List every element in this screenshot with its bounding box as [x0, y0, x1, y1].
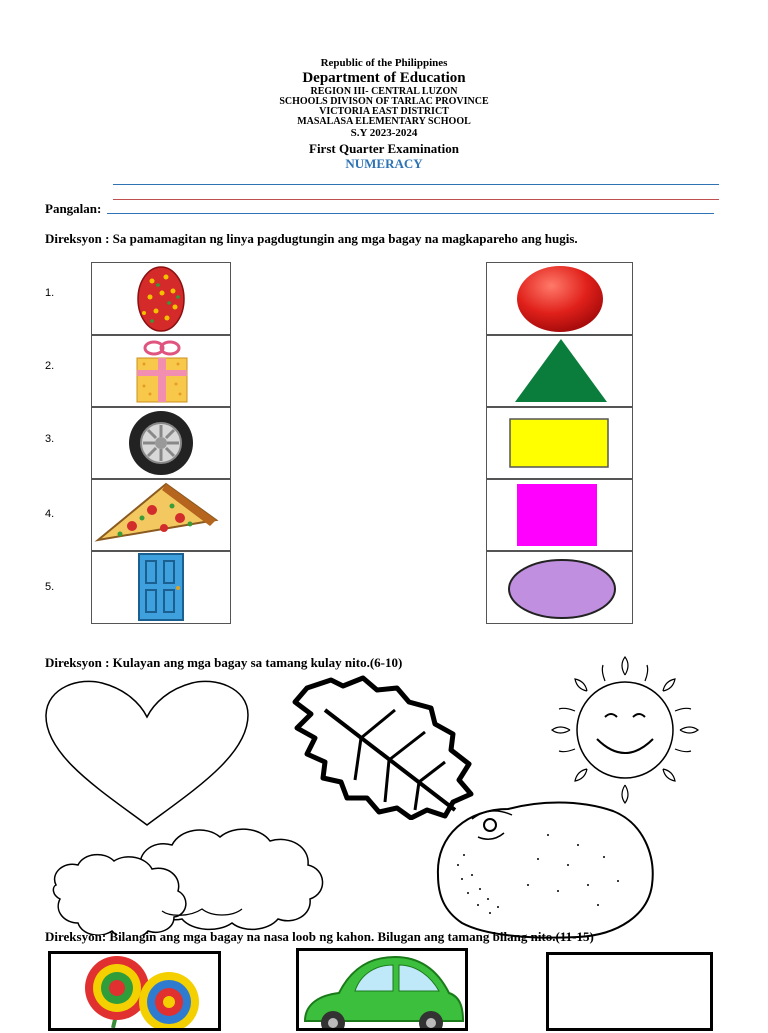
- lollipop-icon: [51, 954, 218, 1028]
- green-triangle-cell[interactable]: [486, 335, 633, 407]
- pizza-cell[interactable]: [91, 479, 231, 551]
- name-field[interactable]: [107, 213, 714, 214]
- header-republic: Republic of the Philippines: [320, 57, 448, 69]
- header-region: REGION III- CENTRAL LUZON: [310, 86, 458, 97]
- divider-red: [113, 199, 719, 200]
- section2-direction: Direksyon : Kulayan ang mga bagay sa tamang kulay nito.(6-10): [45, 655, 403, 670]
- magenta-square-shape: [487, 480, 632, 550]
- sun-outline[interactable]: [525, 655, 725, 805]
- car-box[interactable]: [296, 948, 468, 1031]
- yellow-rectangle-cell[interactable]: [486, 407, 633, 479]
- green-triangle-shape: [487, 336, 632, 406]
- egg-cell[interactable]: [91, 262, 231, 335]
- gift-cell[interactable]: [91, 335, 231, 407]
- header-department: Department of Education: [302, 70, 466, 86]
- header-exam: First Quarter Examination: [309, 141, 459, 156]
- divider-blue: [113, 184, 719, 185]
- header-school-year: S.Y 2023-2024: [350, 127, 418, 139]
- section3-direction: Direksyon: Bilangin ang mga bagay na nasa loob ng kahon. Bilugan ang tamang bilang nito.(11-15): [45, 929, 594, 944]
- lollipop-box[interactable]: [48, 951, 221, 1031]
- magenta-square-cell[interactable]: [486, 479, 633, 551]
- empty-box[interactable]: [546, 952, 713, 1031]
- cloud-outline[interactable]: [42, 815, 377, 935]
- violet-oval-cell[interactable]: [486, 551, 633, 624]
- egg-icon: [92, 263, 230, 334]
- item-number: 2.: [45, 360, 55, 372]
- tire-icon: [92, 408, 230, 478]
- red-circle-cell[interactable]: [486, 262, 633, 335]
- item-number: 5.: [45, 581, 55, 593]
- name-label: Pangalan:: [45, 201, 102, 216]
- car-icon: [299, 951, 465, 1028]
- door-icon: [92, 552, 230, 623]
- header-school: MASALASA ELEMENTARY SCHOOL: [297, 116, 471, 127]
- heart-outline[interactable]: [40, 675, 255, 830]
- yellow-rectangle-shape: [487, 408, 632, 478]
- item-number: 1.: [45, 287, 55, 299]
- door-cell[interactable]: [91, 551, 231, 624]
- section1-direction: Direksyon : Sa pamamagitan ng linya pagdugtungin ang mga bagay na magkapareho ang hugis.: [45, 231, 578, 246]
- header-subject: NUMERACY: [345, 156, 423, 171]
- header-district: VICTORIA EAST DISTRICT: [319, 106, 449, 117]
- gift-icon: [92, 336, 230, 406]
- violet-oval-shape: [487, 552, 632, 623]
- item-number: 4.: [45, 508, 55, 520]
- red-circle-shape: [487, 263, 632, 334]
- orange-outline[interactable]: [428, 795, 663, 940]
- item-number: 3.: [45, 433, 55, 445]
- header-division: SCHOOLS DIVISON OF TARLAC PROVINCE: [279, 96, 489, 107]
- tire-cell[interactable]: [91, 407, 231, 479]
- pizza-icon: [92, 480, 230, 550]
